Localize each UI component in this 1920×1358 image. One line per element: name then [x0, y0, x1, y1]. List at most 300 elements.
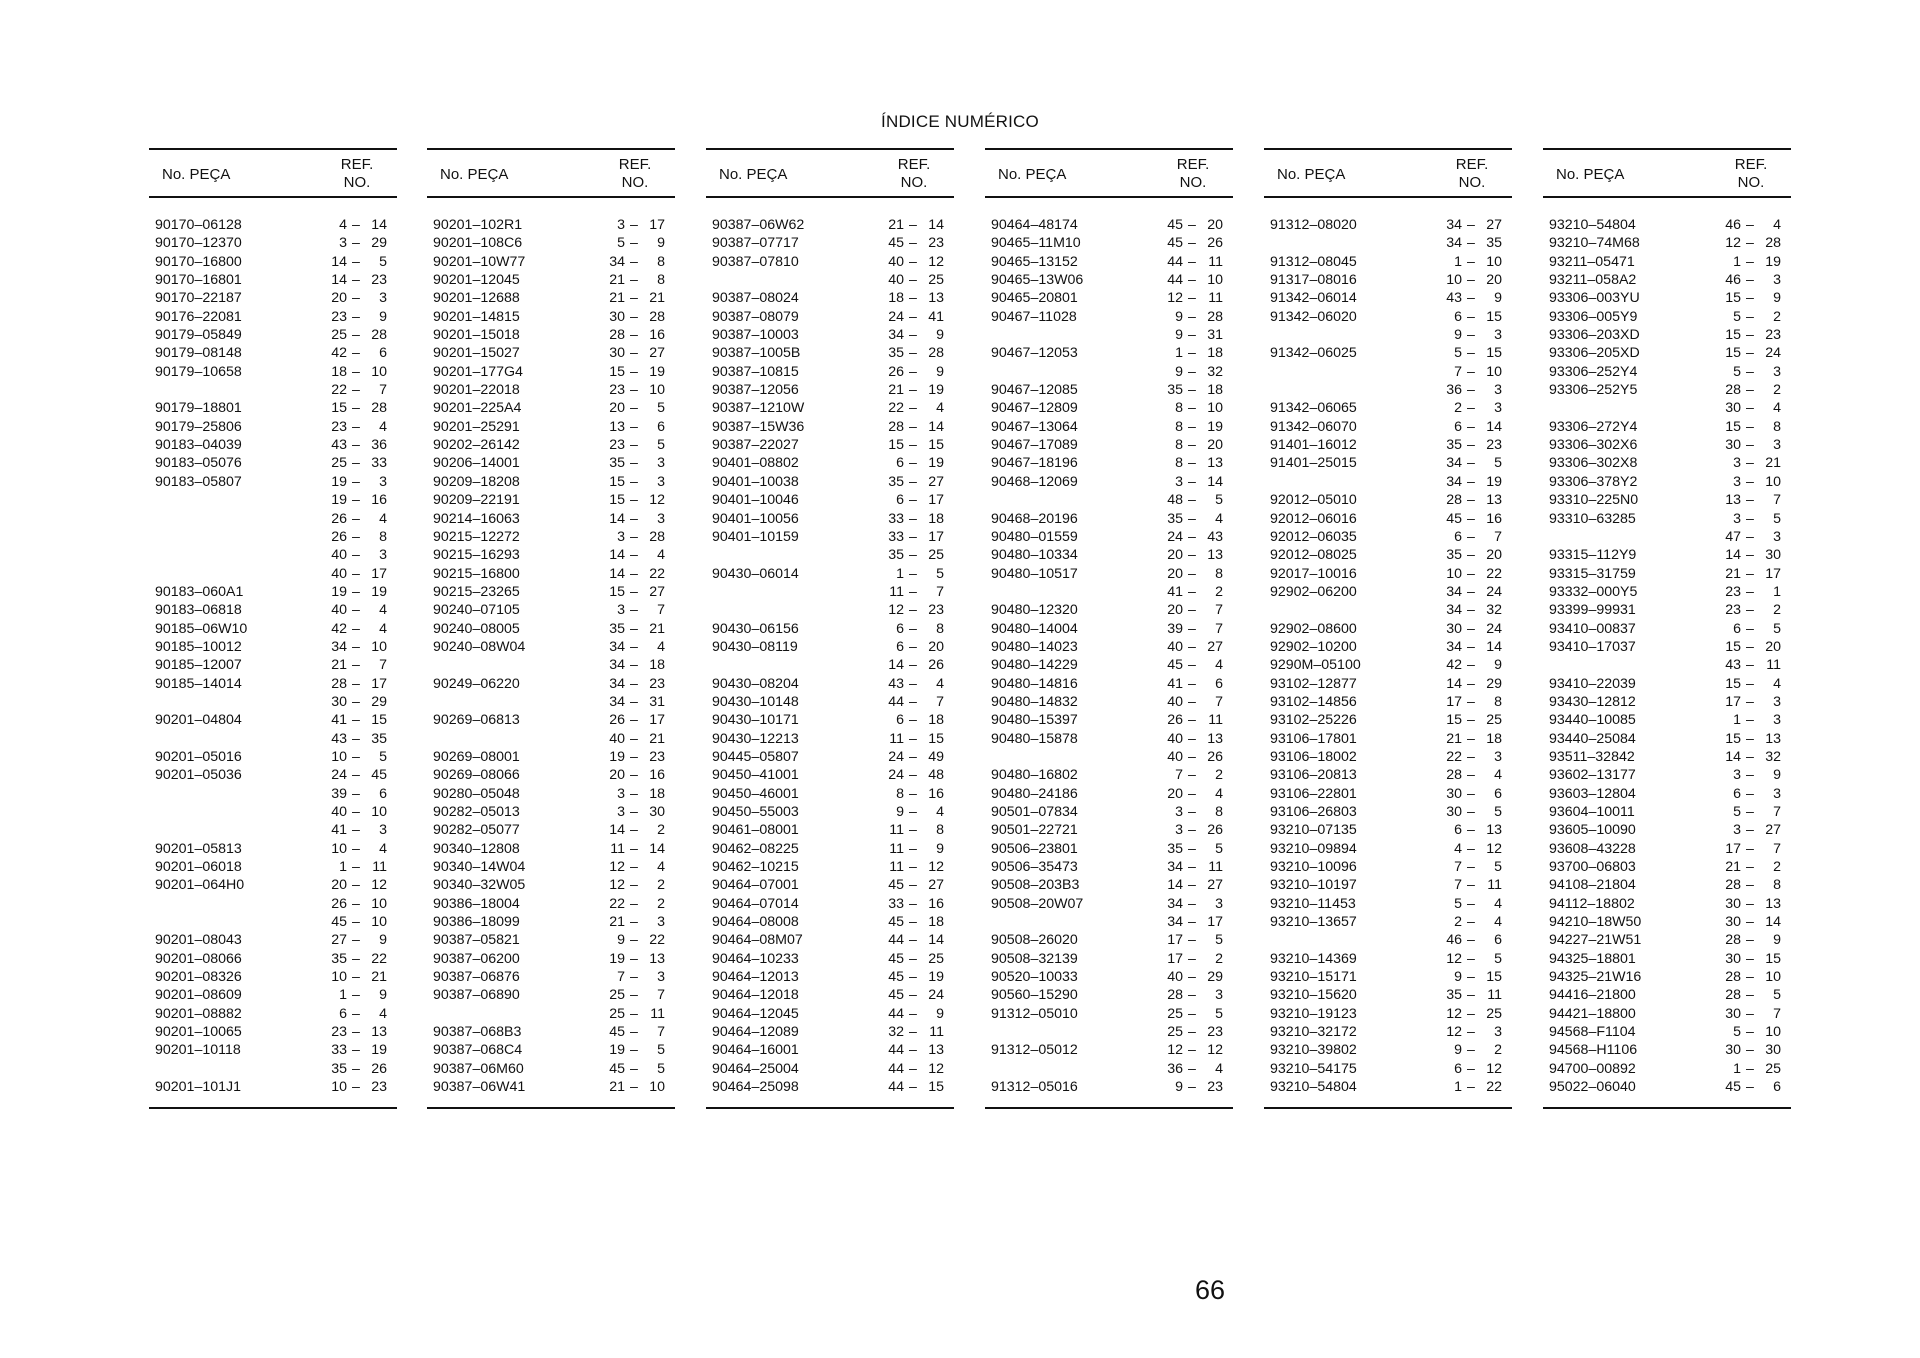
ref-item: 22: [649, 565, 665, 582]
ref-item: 5: [1773, 987, 1781, 1004]
ref-figure: 1: [1733, 1060, 1741, 1077]
ref-number: [874, 968, 944, 986]
ref-figure: 6: [1454, 308, 1462, 325]
ref-number: [1153, 1005, 1223, 1023]
part-number: 90387–22027: [712, 437, 799, 454]
table-row: [706, 363, 954, 381]
ref-item: 19: [928, 455, 944, 472]
ref-item: 8: [936, 620, 944, 637]
ref-item: 3: [1494, 327, 1502, 344]
part-number: 90468–12069: [991, 473, 1078, 490]
ref-item: 7: [936, 693, 944, 710]
index-column: [706, 148, 954, 1097]
table-row: [706, 344, 954, 362]
ref-dash: –: [909, 895, 917, 912]
ref-dash: –: [352, 583, 360, 600]
ref-number: [1432, 803, 1502, 821]
part-number: 90170–16801: [155, 272, 242, 289]
ref-item: 9: [1773, 767, 1781, 784]
ref-item: 7: [1773, 492, 1781, 509]
ref-item: 16: [928, 895, 944, 912]
ref-figure: 26: [888, 363, 904, 380]
ref-number: [874, 1005, 944, 1023]
ref-number: [595, 656, 665, 674]
ref-dash: –: [1188, 822, 1196, 839]
ref-dash: –: [630, 785, 638, 802]
ref-figure: 40: [331, 804, 347, 820]
column-header: [427, 148, 675, 198]
ref-number: [1153, 234, 1223, 252]
part-number: 94112–18802: [1549, 895, 1635, 912]
ref-dash: –: [909, 620, 917, 637]
table-row: [427, 895, 675, 913]
table-row: [706, 620, 954, 638]
ref-number: [595, 675, 665, 693]
part-number: 90387–06W41: [433, 1079, 526, 1096]
ref-dash: –: [1467, 822, 1475, 839]
ref-dash: –: [1746, 473, 1754, 490]
ref-dash: –: [352, 675, 360, 692]
table-row: [706, 766, 954, 784]
ref-number: [874, 950, 944, 968]
ref-figure: 3: [339, 235, 347, 252]
ref-dash: –: [630, 547, 638, 564]
part-number: 90560–15290: [991, 987, 1078, 1004]
table-row: [985, 1041, 1233, 1059]
ref-number: [1153, 326, 1223, 344]
table-row: [1543, 381, 1791, 399]
ref-figure: 14: [609, 565, 625, 582]
ref-number: [595, 491, 665, 509]
ref-number: [595, 785, 665, 803]
ref-dash: –: [352, 492, 360, 509]
ref-figure: 36: [1446, 382, 1462, 399]
ref-item: 20: [1765, 638, 1781, 655]
ref-item: 2: [1773, 602, 1781, 619]
ref-figure: 40: [331, 565, 347, 582]
ref-number: [874, 271, 944, 289]
table-row: [985, 913, 1233, 931]
part-number: 90464–07001: [712, 877, 799, 894]
ref-figure: 5: [1454, 895, 1462, 912]
ref-dash: –: [909, 253, 917, 270]
table-row: [427, 675, 675, 693]
ref-number: [1432, 638, 1502, 656]
ref-figure: 13: [609, 418, 625, 435]
ref-figure: 15: [1725, 327, 1741, 344]
table-row: [1543, 913, 1791, 931]
ref-dash: –: [909, 418, 917, 435]
part-number: 90215–16800: [433, 565, 520, 582]
part-number-header: No. PEÇA: [1556, 166, 1625, 183]
ref-dash: –: [630, 217, 638, 233]
ref-dash: –: [1188, 217, 1196, 233]
ref-number: [1432, 968, 1502, 986]
part-number: 90464–10233: [712, 950, 799, 967]
table-row: [1543, 986, 1791, 1004]
table-row: [1264, 675, 1512, 693]
ref-figure: 12: [1167, 1042, 1183, 1059]
ref-item: 11: [1766, 657, 1781, 674]
table-row: [985, 308, 1233, 326]
part-number: 90506–35473: [991, 859, 1078, 876]
table-row: [985, 381, 1233, 399]
ref-number: [595, 1041, 665, 1059]
table-row: [149, 968, 397, 986]
table-row: [1543, 675, 1791, 693]
ref-dash: –: [1188, 547, 1196, 564]
ref-item: 2: [1215, 583, 1223, 600]
table-row: [1543, 748, 1791, 766]
ref-number-header: [615, 156, 655, 192]
ref-figure: 45: [1446, 510, 1462, 527]
ref-number: [1432, 271, 1502, 289]
table-row: [1543, 436, 1791, 454]
part-number: 93210–54175: [1270, 1060, 1357, 1077]
ref-number: [1711, 858, 1781, 876]
part-number: 91342–06020: [1270, 308, 1357, 325]
ref-number: [874, 986, 944, 1004]
part-number: 90480–16802: [991, 767, 1078, 784]
ref-dash: –: [630, 822, 638, 839]
ref-figure: 48: [1167, 492, 1183, 509]
table-row: [149, 913, 397, 931]
table-row: [1543, 1041, 1791, 1059]
ref-item: 6: [379, 345, 387, 362]
ref-figure: 44: [1167, 272, 1183, 289]
ref-item: 15: [371, 712, 387, 729]
ref-figure: 33: [888, 528, 904, 545]
ref-dash: –: [630, 914, 638, 931]
table-row: [1543, 821, 1791, 839]
ref-number: [595, 803, 665, 821]
table-row: [1264, 271, 1512, 289]
ref-figure: 30: [1725, 895, 1741, 912]
part-number: 93306–272Y4: [1549, 418, 1638, 435]
ref-item: 4: [379, 510, 387, 527]
ref-figure: 34: [1446, 638, 1462, 655]
ref-dash: –: [909, 712, 917, 729]
ref-figure: 20: [1167, 602, 1183, 619]
ref-item: 3: [1773, 785, 1781, 802]
ref-number: [874, 253, 944, 271]
ref-number-header: [1731, 156, 1771, 192]
ref-number: [1153, 216, 1223, 234]
ref-item: 4: [1494, 767, 1502, 784]
table-row: [1543, 473, 1791, 491]
ref-dash: –: [909, 877, 917, 894]
ref-figure: 28: [1446, 492, 1462, 509]
ref-number: [1711, 876, 1781, 894]
table-row: [985, 675, 1233, 693]
table-row: [427, 1005, 675, 1023]
ref-number: [1432, 1060, 1502, 1078]
ref-figure: 26: [331, 895, 347, 912]
part-number: 90464–12018: [712, 987, 799, 1004]
ref-number: [874, 473, 944, 491]
table-row: [706, 528, 954, 546]
ref-number: [1432, 601, 1502, 619]
part-number: 90465–13W06: [991, 272, 1084, 289]
part-number: 93210–54804: [1270, 1079, 1357, 1096]
table-row: [149, 454, 397, 472]
part-number: 90401–10056: [712, 510, 799, 527]
ref-figure: 21: [1725, 859, 1741, 876]
ref-dash: –: [630, 748, 638, 765]
part-number: 90201–05813: [155, 840, 242, 857]
ref-number: [1153, 1041, 1223, 1059]
part-number: 94568–F1104: [1549, 1024, 1636, 1041]
table-row: [985, 289, 1233, 307]
ref-item: 20: [928, 638, 944, 655]
ref-item: 9: [1773, 290, 1781, 307]
ref-dash: –: [1188, 455, 1196, 472]
ref-dash: –: [909, 730, 917, 747]
ref-item: 30: [1765, 547, 1781, 564]
ref-dash: –: [1467, 217, 1475, 233]
part-number: 90387–05821: [433, 932, 520, 949]
ref-number: [1711, 620, 1781, 638]
ref-dash: –: [1746, 253, 1754, 270]
ref-item: 10: [1486, 363, 1502, 380]
ref-item: 9: [379, 987, 387, 1004]
table-row: [149, 565, 397, 583]
ref-figure: 6: [1454, 1060, 1462, 1077]
ref-dash: –: [352, 987, 360, 1004]
table-row: [1264, 216, 1512, 234]
table-row: [1543, 234, 1791, 252]
ref-figure: 3: [1175, 473, 1183, 490]
ref-figure: 44: [888, 1042, 904, 1059]
table-row: [1264, 785, 1512, 803]
ref-dash: –: [630, 877, 638, 894]
ref-figure: 1: [896, 565, 904, 582]
part-number: 92017–10016: [1270, 565, 1357, 582]
part-number: 93310–63285: [1549, 510, 1636, 527]
ref-figure: 26: [609, 712, 625, 729]
ref-figure: 43: [331, 730, 347, 747]
ref-number: [595, 473, 665, 491]
ref-dash: –: [352, 400, 360, 417]
ref-dash: –: [630, 510, 638, 527]
ref-figure: 6: [1733, 785, 1741, 802]
ref-item: 9: [936, 840, 944, 857]
ref-header-line1: REF.: [618, 156, 652, 173]
ref-figure: 3: [617, 602, 625, 619]
ref-item: 2: [657, 895, 665, 912]
ref-item: 27: [1486, 217, 1502, 233]
ref-item: 8: [657, 272, 665, 289]
ref-dash: –: [630, 235, 638, 252]
table-row: [1543, 308, 1791, 326]
ref-number: [874, 803, 944, 821]
ref-item: 29: [1207, 969, 1223, 986]
ref-number: [1711, 601, 1781, 619]
part-number: 90201–04804: [155, 712, 242, 729]
ref-number: [1711, 748, 1781, 766]
ref-item: 23: [649, 675, 665, 692]
ref-figure: 15: [1446, 712, 1462, 729]
ref-dash: –: [1188, 730, 1196, 747]
ref-dash: –: [630, 859, 638, 876]
ref-item: 4: [1773, 217, 1781, 233]
table-row: [1264, 308, 1512, 326]
table-row: [985, 876, 1233, 894]
ref-figure: 4: [1454, 840, 1462, 857]
ref-item: 4: [379, 620, 387, 637]
ref-dash: –: [1188, 675, 1196, 692]
ref-dash: –: [630, 840, 638, 857]
ref-number: [317, 344, 387, 362]
ref-item: 7: [379, 657, 387, 674]
ref-number: [1711, 1005, 1781, 1023]
ref-item: 11: [1208, 859, 1223, 876]
part-number: 91342–06065: [1270, 400, 1357, 417]
table-row: [1264, 803, 1512, 821]
part-number: 90387–06876: [433, 969, 520, 986]
ref-figure: 21: [331, 657, 347, 674]
table-row: [985, 858, 1233, 876]
ref-item: 3: [1494, 1024, 1502, 1041]
ref-item: 23: [649, 748, 665, 765]
ref-item: 10: [371, 804, 387, 820]
ref-number: [1432, 675, 1502, 693]
ref-number: [1711, 510, 1781, 528]
ref-dash: –: [1188, 804, 1196, 820]
ref-number: [874, 601, 944, 619]
ref-item: 19: [371, 583, 387, 600]
ref-figure: 18: [888, 290, 904, 307]
ref-number: [1711, 950, 1781, 968]
ref-figure: 17: [1725, 693, 1741, 710]
ref-item: 4: [1773, 400, 1781, 417]
table-row: [1264, 234, 1512, 252]
ref-number: [1153, 436, 1223, 454]
ref-figure: 34: [609, 693, 625, 710]
ref-number: [874, 711, 944, 729]
part-number: 93602–13177: [1549, 767, 1636, 784]
ref-dash: –: [352, 235, 360, 252]
table-row: [985, 271, 1233, 289]
table-row: [985, 528, 1233, 546]
table-row: [427, 326, 675, 344]
ref-dash: –: [1188, 950, 1196, 967]
ref-item: 18: [1207, 382, 1223, 399]
ref-item: 12: [371, 877, 387, 894]
part-number: 93310–225N0: [1549, 492, 1639, 509]
ref-number: [1432, 1041, 1502, 1059]
table-row: [706, 803, 954, 821]
table-row: [1264, 895, 1512, 913]
ref-dash: –: [1746, 235, 1754, 252]
ref-number: [1432, 234, 1502, 252]
ref-number: [874, 234, 944, 252]
ref-figure: 35: [888, 345, 904, 362]
ref-item: 21: [1765, 455, 1781, 472]
part-number: 91401–25015: [1270, 455, 1357, 472]
ref-number: [1711, 1078, 1781, 1096]
part-number: 93210–32172: [1270, 1024, 1357, 1041]
ref-number: [595, 363, 665, 381]
ref-dash: –: [1188, 363, 1196, 380]
ref-item: 23: [1207, 1024, 1223, 1041]
ref-number: [1153, 803, 1223, 821]
ref-item: 17: [649, 712, 665, 729]
ref-figure: 30: [1725, 437, 1741, 454]
ref-figure: 42: [331, 620, 347, 637]
ref-number: [317, 950, 387, 968]
ref-number: [1153, 895, 1223, 913]
ref-header-line2: NO.: [1179, 174, 1207, 191]
ref-figure: 45: [609, 1060, 625, 1077]
ref-item: 13: [1207, 547, 1223, 564]
ref-dash: –: [1467, 657, 1475, 674]
ref-dash: –: [352, 253, 360, 270]
table-row: [1543, 271, 1791, 289]
ref-item: 14: [928, 418, 944, 435]
ref-figure: 28: [1725, 877, 1741, 894]
ref-figure: 19: [331, 583, 347, 600]
ref-dash: –: [1188, 510, 1196, 527]
table-row: [1543, 528, 1791, 546]
ref-figure: 44: [888, 1060, 904, 1077]
ref-item: 20: [1486, 272, 1502, 289]
ref-item: 20: [1207, 437, 1223, 454]
table-row: [1264, 821, 1512, 839]
ref-figure: 47: [1725, 528, 1741, 545]
ref-figure: 28: [1725, 932, 1741, 949]
ref-figure: 46: [1725, 217, 1741, 233]
ref-figure: 34: [1446, 583, 1462, 600]
part-number: 90209–22191: [433, 492, 520, 509]
ref-figure: 9: [617, 932, 625, 949]
table-row: [149, 931, 397, 949]
ref-item: 3: [1773, 693, 1781, 710]
part-number: 90465–13152: [991, 253, 1078, 270]
ref-number: [1432, 1023, 1502, 1041]
part-number: 90185–12007: [155, 657, 242, 674]
ref-item: 7: [657, 1024, 665, 1041]
part-number: 90508–20W07: [991, 895, 1084, 912]
part-number: 90185–10012: [155, 638, 242, 655]
ref-number: [1711, 583, 1781, 601]
ref-dash: –: [1467, 969, 1475, 986]
ref-item: 31: [649, 693, 665, 710]
ref-item: 27: [649, 583, 665, 600]
ref-figure: 6: [1454, 822, 1462, 839]
ref-number: [1153, 271, 1223, 289]
table-row: [1264, 363, 1512, 381]
table-row: [1543, 253, 1791, 271]
column-header: [1543, 148, 1791, 198]
part-number: 93211–05471: [1549, 253, 1635, 270]
ref-item: 41: [928, 308, 944, 325]
part-number: 90201–08326: [155, 969, 242, 986]
ref-figure: 44: [1167, 253, 1183, 270]
ref-dash: –: [1188, 1024, 1196, 1041]
ref-item: 16: [649, 767, 665, 784]
ref-dash: –: [1467, 895, 1475, 912]
ref-figure: 21: [609, 914, 625, 931]
ref-dash: –: [352, 859, 360, 876]
table-row: [706, 601, 954, 619]
table-row: [985, 1005, 1233, 1023]
ref-figure: 20: [609, 767, 625, 784]
ref-number: [1153, 730, 1223, 748]
ref-item: 4: [1215, 657, 1223, 674]
part-number: 90430–06156: [712, 620, 799, 637]
part-number: 93102–12877: [1270, 675, 1357, 692]
